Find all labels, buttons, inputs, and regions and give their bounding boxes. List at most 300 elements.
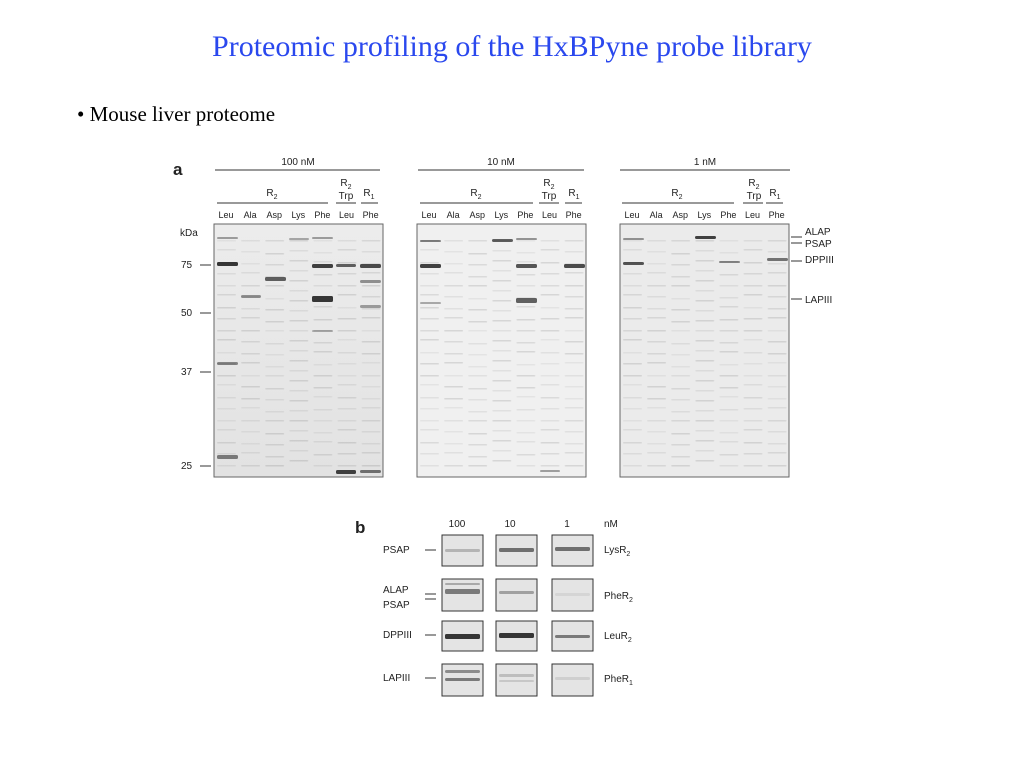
blot-band — [555, 677, 590, 680]
gel-band — [541, 408, 560, 410]
gel-band — [241, 353, 260, 355]
gel-band — [289, 350, 308, 352]
gel-band — [541, 375, 560, 377]
gel-band — [768, 240, 787, 242]
gel-band — [313, 240, 332, 242]
gel-band — [444, 272, 463, 274]
blot-band — [499, 633, 534, 638]
gel-band — [623, 375, 642, 377]
gel-band — [338, 397, 357, 399]
gel-band — [695, 420, 714, 422]
gel-band — [313, 319, 332, 321]
lane-label-leu: Leu — [624, 210, 640, 220]
gel-band — [671, 420, 690, 422]
gel-band — [444, 251, 463, 253]
gel-band — [671, 375, 690, 377]
gel-band — [313, 396, 332, 398]
gel-band — [217, 465, 236, 467]
gel-band — [241, 263, 260, 265]
gel-band — [241, 295, 261, 298]
gel-band — [444, 431, 463, 433]
gel-band — [541, 420, 560, 422]
col-1: 1 — [564, 519, 570, 530]
blot-band — [445, 678, 480, 681]
gel-band — [492, 440, 511, 442]
kda-label: kDa — [180, 228, 198, 239]
gel-band — [744, 339, 763, 341]
gel-band — [565, 308, 584, 310]
gel-band — [671, 444, 690, 446]
gel-band — [289, 410, 308, 412]
gel-band — [289, 280, 308, 282]
gel-band — [541, 249, 560, 251]
gel-band — [362, 272, 381, 274]
gel-band — [565, 407, 584, 409]
gel-band — [565, 375, 584, 377]
gel-band — [744, 352, 763, 354]
gel-band — [289, 260, 308, 262]
gel-band — [420, 442, 439, 444]
gel-band — [671, 276, 690, 278]
gel-band — [289, 238, 309, 240]
gel-band — [768, 443, 787, 445]
svg-text:LeuR2: LeuR$_2$ — [604, 631, 632, 644]
gel-band — [313, 420, 332, 422]
panel-b-label: b — [355, 518, 366, 537]
gel-band — [671, 309, 690, 311]
gel-band — [492, 340, 511, 342]
gel-band — [565, 465, 584, 467]
gel-band — [241, 317, 260, 319]
gel-band — [516, 298, 537, 303]
gel-band — [217, 362, 238, 365]
gel-band — [695, 236, 716, 239]
gel-band — [289, 340, 308, 342]
gel-band — [420, 294, 439, 296]
gel-band — [541, 397, 560, 399]
gel-band — [695, 350, 714, 352]
gel-band — [671, 399, 690, 401]
gel-band — [744, 384, 763, 386]
svg-text:ALAP: ALAP — [383, 585, 409, 596]
gel-band — [362, 330, 381, 332]
gel-band — [313, 351, 332, 353]
gel-band — [312, 296, 333, 302]
gel-band — [362, 251, 381, 253]
gel-band — [647, 398, 666, 400]
gel-band — [744, 307, 763, 309]
gel-band — [671, 354, 690, 356]
gel-band — [444, 296, 463, 298]
gel-band — [420, 249, 439, 251]
gel-band — [312, 264, 333, 268]
lane-label-leu: Leu — [218, 210, 234, 220]
gel-band — [360, 280, 381, 283]
gel-band — [695, 330, 714, 332]
lane-label-phe: Phe — [720, 210, 737, 220]
gel-band — [492, 450, 511, 452]
gel-band — [420, 330, 439, 332]
gel-band — [768, 308, 787, 310]
gel-band — [744, 318, 763, 320]
gel-band — [565, 353, 584, 355]
lane-label-phe: Phe — [362, 210, 379, 220]
gel-band — [671, 298, 690, 300]
gel-band — [289, 310, 308, 312]
gel-band — [217, 420, 236, 422]
label-psap: PSAP — [805, 239, 832, 250]
gel-band — [516, 351, 535, 353]
svg-text:R2: $R_2$ — [748, 178, 760, 191]
gel2-lane-labels — [421, 210, 581, 220]
gel-band — [719, 432, 738, 434]
gel-band — [265, 343, 284, 345]
svg-text:PSAP: PSAP — [383, 545, 410, 556]
gel-band — [671, 366, 690, 368]
gel-band — [313, 342, 332, 344]
gel-band — [468, 433, 487, 435]
blot-band — [445, 583, 480, 585]
gel-band — [623, 238, 644, 240]
gel-band — [744, 465, 763, 467]
gel-band — [468, 465, 487, 467]
gel-band — [744, 375, 763, 377]
gel-band — [362, 296, 381, 298]
svg-text:Trp: Trp — [746, 191, 762, 202]
gel-band — [468, 276, 487, 278]
gel-band — [468, 411, 487, 413]
gel-band — [217, 249, 236, 251]
gel-band — [241, 420, 260, 422]
gel-band — [768, 465, 787, 467]
gel-band — [565, 251, 584, 253]
gel-band — [241, 330, 260, 332]
gel-band — [623, 339, 642, 341]
gel-band — [241, 443, 260, 445]
gel-band — [362, 407, 381, 409]
gel-band — [217, 285, 236, 287]
gel-band — [516, 432, 535, 434]
gel-band — [623, 273, 642, 275]
gel-band — [744, 420, 763, 422]
gel-band — [362, 443, 381, 445]
lane-label-phe: Phe — [768, 210, 785, 220]
gel-band — [541, 465, 560, 467]
svg-text:R2: $R_2$ — [470, 188, 482, 201]
gel-band — [492, 250, 511, 252]
gel-band — [217, 442, 236, 444]
gel-band — [744, 397, 763, 399]
gel-band — [241, 285, 260, 287]
gel-band — [719, 375, 738, 377]
gel-band — [744, 429, 763, 431]
gel-band — [420, 262, 439, 264]
gel-band — [623, 384, 642, 386]
gel-band — [516, 396, 535, 398]
gel-band — [695, 460, 714, 462]
gel-band — [338, 442, 357, 444]
lane-label-ala: Ala — [243, 210, 257, 220]
gel-band — [217, 240, 236, 242]
svg-text:10 nM: 10 nM — [487, 157, 515, 168]
gel-band — [217, 384, 236, 386]
gel-band — [313, 432, 332, 434]
lane-label-lys: Lys — [291, 210, 306, 220]
blot-band — [555, 547, 590, 551]
gel-band — [444, 375, 463, 377]
blot-band — [499, 674, 534, 677]
gel-band — [360, 264, 381, 268]
gel-band — [671, 330, 690, 332]
gel-band — [444, 407, 463, 409]
gel-band — [492, 260, 511, 262]
gel-band — [565, 240, 584, 242]
gel-band — [313, 465, 332, 467]
gel-band — [444, 420, 463, 422]
gel-band — [217, 318, 236, 320]
gel-band — [420, 339, 439, 341]
gel-band — [541, 294, 560, 296]
gel-band — [647, 330, 666, 332]
gel-band — [719, 387, 738, 389]
gel-band — [695, 410, 714, 412]
blot-band — [445, 670, 480, 673]
lane-label-leu: Leu — [421, 210, 437, 220]
gel-band — [695, 430, 714, 432]
gel-band — [362, 285, 381, 287]
lane-label-phe: Phe — [314, 210, 331, 220]
label-lapiii: LAPIII — [805, 295, 833, 306]
gel-band — [540, 470, 560, 472]
gel-band — [516, 261, 535, 263]
gel-band — [695, 290, 714, 292]
lane-label-ala: Ala — [649, 210, 663, 220]
gel-band — [338, 408, 357, 410]
gel-band — [719, 396, 738, 398]
gel-band — [217, 352, 236, 354]
gel-band — [313, 285, 332, 287]
gel-band — [719, 441, 738, 443]
gel-band — [362, 420, 381, 422]
gel-band — [719, 420, 738, 422]
gel-band — [360, 305, 381, 308]
svg-text:1 nM: 1 nM — [693, 157, 717, 168]
gel-band — [468, 253, 487, 255]
svg-text:R1: $R_1$ — [363, 188, 375, 201]
gel-band — [719, 274, 738, 276]
gel-band — [265, 354, 284, 356]
gel-band — [289, 400, 308, 402]
gel-band — [289, 320, 308, 322]
gel-band — [420, 429, 439, 431]
gel-band — [623, 307, 642, 309]
gel-band — [719, 297, 738, 299]
gel-band — [541, 262, 560, 264]
gel-band — [241, 431, 260, 433]
gel-band — [217, 273, 236, 275]
gel-band — [671, 264, 690, 266]
gel-band — [671, 456, 690, 458]
gel-band — [768, 407, 787, 409]
gel-band — [565, 341, 584, 343]
gel-band — [265, 240, 284, 242]
gel-band — [468, 388, 487, 390]
gel-band — [265, 366, 284, 368]
gel-band — [719, 465, 738, 467]
lane-label-phe: Phe — [517, 210, 534, 220]
svg-text:LAPIII: LAPIII — [383, 673, 411, 684]
gel-band — [444, 362, 463, 364]
col-100: 100 — [448, 519, 466, 530]
gel-band — [289, 450, 308, 452]
gel-band — [289, 250, 308, 252]
label-alap: ALAP — [805, 227, 831, 238]
gel-band — [241, 240, 260, 242]
gel-band — [695, 370, 714, 372]
gel-band — [647, 251, 666, 253]
gel-band — [516, 319, 535, 321]
gel-band — [744, 285, 763, 287]
gel-band — [492, 460, 511, 462]
gel-band — [420, 264, 441, 268]
gel-band — [338, 465, 357, 467]
lane-label-phe: Phe — [565, 210, 582, 220]
gel-band — [516, 420, 535, 422]
gel-band — [647, 317, 666, 319]
gel-band — [768, 362, 787, 364]
gel-band — [647, 443, 666, 445]
blot-box — [496, 579, 537, 611]
gel-band — [623, 442, 642, 444]
gel-band — [695, 450, 714, 452]
gel-band — [647, 386, 666, 388]
gel-band — [241, 407, 260, 409]
gel-band — [312, 330, 333, 332]
lane-label-lys: Lys — [494, 210, 509, 220]
gel-band — [516, 465, 535, 467]
gel-band — [362, 375, 381, 377]
blot-band — [499, 548, 534, 552]
gel-band — [695, 280, 714, 282]
lane-label-lys: Lys — [697, 210, 712, 220]
gel-band — [217, 408, 236, 410]
svg-text:R1: $R_1$ — [769, 188, 781, 201]
gel-band — [362, 362, 381, 364]
gel-band — [313, 441, 332, 443]
gel-band — [492, 270, 511, 272]
gel-band — [516, 342, 535, 344]
gel-band — [444, 386, 463, 388]
gel-band — [623, 318, 642, 320]
gel-band — [338, 249, 357, 251]
gel-band — [265, 321, 284, 323]
gel-band — [768, 263, 787, 265]
gel-band — [241, 272, 260, 274]
gel-band — [767, 258, 788, 261]
gel-band — [289, 330, 308, 332]
gel-band — [671, 253, 690, 255]
gel-band — [768, 375, 787, 377]
gel-band — [313, 252, 332, 254]
gel-band — [241, 341, 260, 343]
gel-band — [241, 251, 260, 253]
gel-band — [719, 319, 738, 321]
gel-band — [468, 264, 487, 266]
gel-band — [492, 350, 511, 352]
blot-band — [445, 549, 480, 552]
gel1-conc: 100 nM — [281, 157, 315, 168]
gel-band — [623, 294, 642, 296]
gel-band — [671, 321, 690, 323]
slide-title: Proteomic profiling of the HxBPyne probe library — [212, 30, 812, 63]
gel-band — [768, 317, 787, 319]
gel-band — [444, 317, 463, 319]
gel-band — [217, 237, 238, 239]
gel-band — [768, 285, 787, 287]
gel-band — [444, 308, 463, 310]
gel-band — [695, 400, 714, 402]
gel-band — [362, 341, 381, 343]
svg-text:25: 25 — [181, 461, 193, 472]
gel-band — [338, 294, 357, 296]
gel1-lane-labels — [218, 210, 378, 220]
gel-band — [217, 397, 236, 399]
blot-band — [555, 635, 590, 638]
gel-band — [768, 341, 787, 343]
gel-band — [289, 300, 308, 302]
gel-band — [420, 285, 439, 287]
gel-band — [265, 285, 284, 287]
gel-band — [420, 384, 439, 386]
gel-band — [647, 452, 666, 454]
western-blot-panels — [442, 535, 593, 696]
gel-band — [336, 470, 356, 474]
gel-band — [468, 375, 487, 377]
gel-band — [420, 352, 439, 354]
gel-band — [719, 330, 738, 332]
gel-band — [289, 380, 308, 382]
gel-band — [313, 387, 332, 389]
gel-band — [360, 470, 381, 473]
gel-band — [623, 363, 642, 365]
gel-band — [468, 399, 487, 401]
svg-text:37: 37 — [181, 367, 193, 378]
gel-band — [362, 386, 381, 388]
gel-band — [744, 294, 763, 296]
gel-band — [623, 285, 642, 287]
gel-band — [217, 375, 236, 377]
lane-label-asp: Asp — [672, 210, 688, 220]
svg-text:PheR1: PheR$_1$ — [604, 674, 633, 687]
gel-band — [565, 398, 584, 400]
gel-band — [768, 398, 787, 400]
gel-band — [671, 388, 690, 390]
gel-band — [265, 444, 284, 446]
gel-band — [695, 340, 714, 342]
gel-band — [695, 250, 714, 252]
gel-band — [719, 252, 738, 254]
gel-band — [695, 260, 714, 262]
gel-band — [217, 339, 236, 341]
gel-band — [289, 240, 308, 242]
gel-band — [468, 285, 487, 287]
gel-band — [289, 270, 308, 272]
gel-band — [492, 280, 511, 282]
gel-band — [265, 309, 284, 311]
gel-band — [420, 420, 439, 422]
gel-band — [492, 380, 511, 382]
gel-band — [768, 296, 787, 298]
